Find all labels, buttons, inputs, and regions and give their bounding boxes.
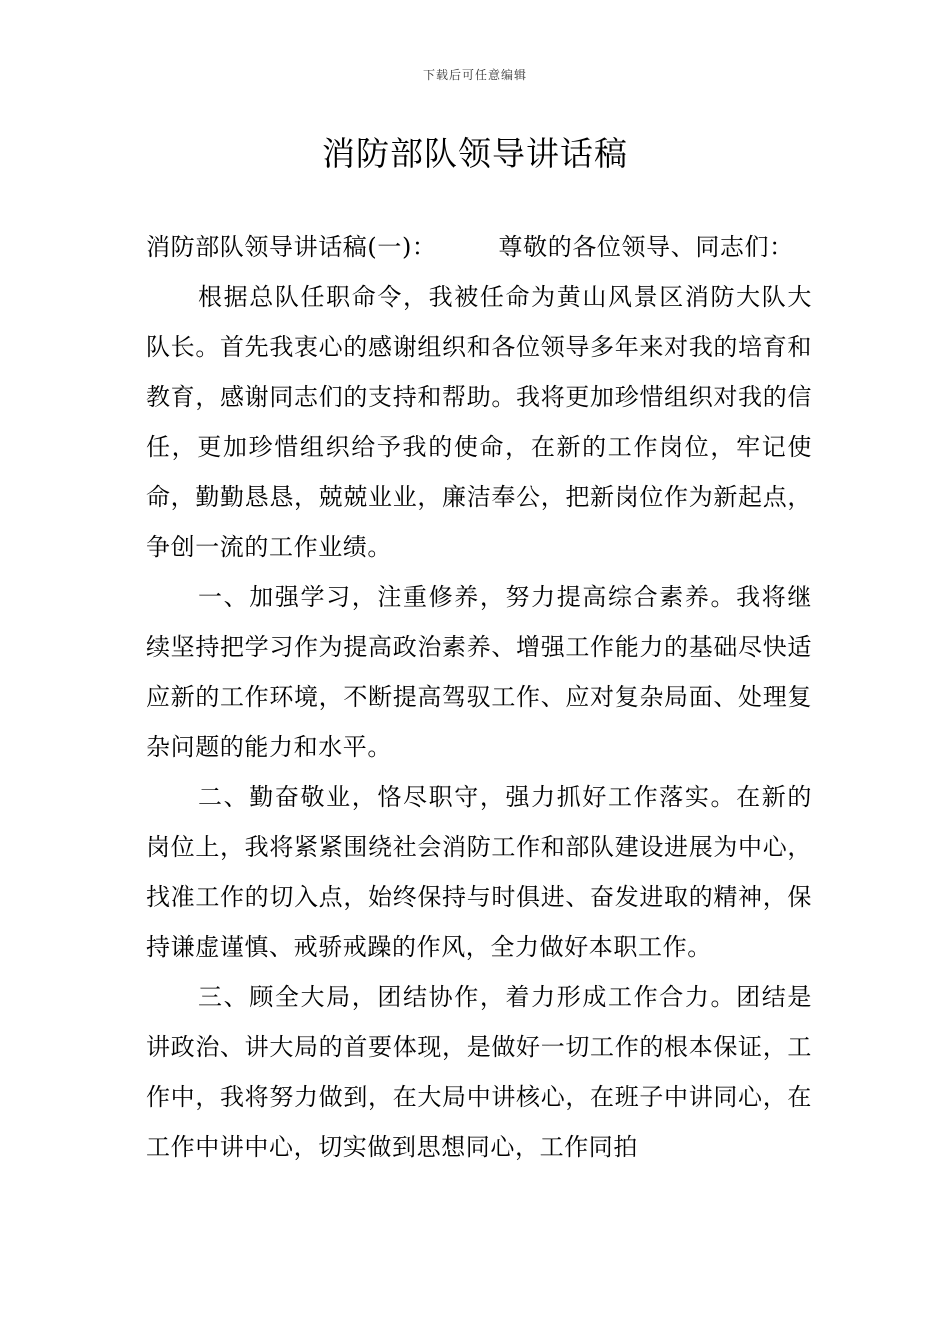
paragraph-3: 二、勤奋敬业，恪尽职守，强力抓好工作落实。在新的岗位上，我将紧紧围绕社会消防工作和部队建设进展为中心，找准工作的切入点，始终保持与时俱进、奋发进取的精神，保持谦虚谨慎、戒骄戒躁的作风，全力做好本职工作。 <box>146 783 812 961</box>
document-title: 消防部队领导讲话稿 <box>322 134 628 173</box>
document-body <box>146 222 812 1172</box>
opening-left: 消防部队领导讲话稿(一)： <box>146 233 437 261</box>
opening-line <box>146 222 812 272</box>
paragraph-4: 三、顾全大局，团结协作，着力形成工作合力。团结是讲政治、讲大局的首要体现，是做好一切工作的根本保证，工作中，我将努力做到，在大局中讲核心，在班子中讲同心，在工作中讲中心，切实做到思想同心，工作同拍 <box>146 983 812 1161</box>
header-note: 下载后可任意编辑 <box>422 68 527 82</box>
paragraph-2: 一、加强学习，注重修养，努力提高综合素养。我将继续坚持把学习作为提高政治素养、增强工作能力的基础尽快适应新的工作环境，不断提高驾驭工作、应对复杂局面、处理复杂问题的能力和水平。 <box>146 583 812 761</box>
opening-right: 尊敬的各位领导、同志们： <box>498 233 794 261</box>
paragraph-1: 根据总队任职命令，我被任命为黄山风景区消防大队大队长。首先我衷心的感谢组织和各位领导多年来对我的培育和教育，感谢同志们的支持和帮助。我将更加珍惜组织对我的信任，更加珍惜组织给予我的使命，在新的工作岗位，牢记使命，勤勤恳恳，兢兢业业，廉洁奉公，把新岗位作为新起点，争创一流的工作业绩。 <box>146 283 812 561</box>
